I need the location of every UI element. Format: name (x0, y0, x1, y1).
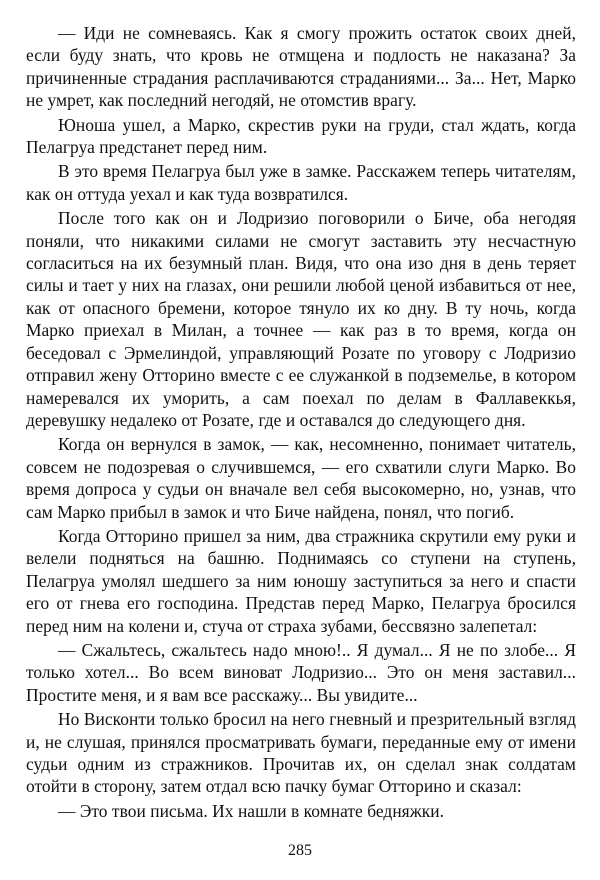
paragraph-6: Когда Отторино пришел за ним, два стражника скрутили ему руки и велели подняться на башню. Поднимаясь со ступени на ступень, Пелагруа умолял шедшего за ним юношу заступиться за него и спасти его от гнева его господина. Представ перед Марко, Пелагруа бросился перед ним на колени и, стуча от страха зубами, бессвязно залепетал: (26, 525, 576, 636)
paragraph-2: Юноша ушел, а Марко, скрестив руки на груди, стал ждать, когда Пелагруа предстанет перед ним. (26, 114, 576, 158)
paragraph-7: — Сжальтесь, сжальтесь надо мною!.. Я думал... Я не по злобе... Я только хотел... Во всем виноват Лодризио... Это он меня заставил... Простите меня, и я вам все расскажу... Вы увидите... (26, 639, 576, 705)
paragraph-3: В это время Пелагруа был уже в замке. Расскажем теперь читателям, как он оттуда уехал и как туда возвратился. (26, 161, 576, 204)
paragraph-8: Но Висконти только бросил на него гневный и презрительный взгляд и, не слушая, принялся просматривать бумаги, переданные ему от имени судьи одним из стражников. Прочитав их, он сделал знак солдатам отойти в сторону, затем отдал всю пачку бумаг Отторино и сказал: (26, 709, 576, 797)
paragraph-5: Когда он вернулся в замок, — как, несомненно, понимает читатель, совсем не подозревая о случившемся, — его схватили слуги Марко. Во время допроса у судьи он вначале вел себя высокомерно, но, узнав, что сам Марко прибыл в замок и что Биче найдена, понял, что погиб. (26, 434, 576, 522)
page-text (26, 22, 576, 822)
paragraph-1: — Иди не сомневаясь. Как я смогу прожить остаток своих дней, если буду знать, что кровь не отмщена и подлость не наказана? За причиненные страдания расплачиваются страданиями... За... Нет, Марко не умрет, как последний негодяй, не отомстив врагу. (26, 23, 576, 111)
paragraph-9: — Это твои письма. Их нашли в комнате бедняжки. (58, 800, 445, 821)
paragraph-4: После того как он и Лодризио поговорили о Биче, оба негодяя поняли, что никакими силами не смогут заставить эту несчастную согласиться на их безумный план. Видя, что она изо дня в день теряет силы и тает у них на глазах, они решили любой ценой избавиться от нее, как от опасного бремени, которое тянуло их ко дну. В ту ночь, когда Марко приехал в Милан, а точнее — как раз в то время, когда он беседовал с Эрмелиндой, управляющий Розате по уговору с Лодризио отправил жену Отторино вместе с ее служанкой в подземелье, в котором намеревался их уморить, а сам поехал по делам в Фаллавеккья, деревушку недалеко от Розате, где и оставался до следующего дня. (26, 208, 576, 430)
page-number: 285 (288, 842, 312, 859)
